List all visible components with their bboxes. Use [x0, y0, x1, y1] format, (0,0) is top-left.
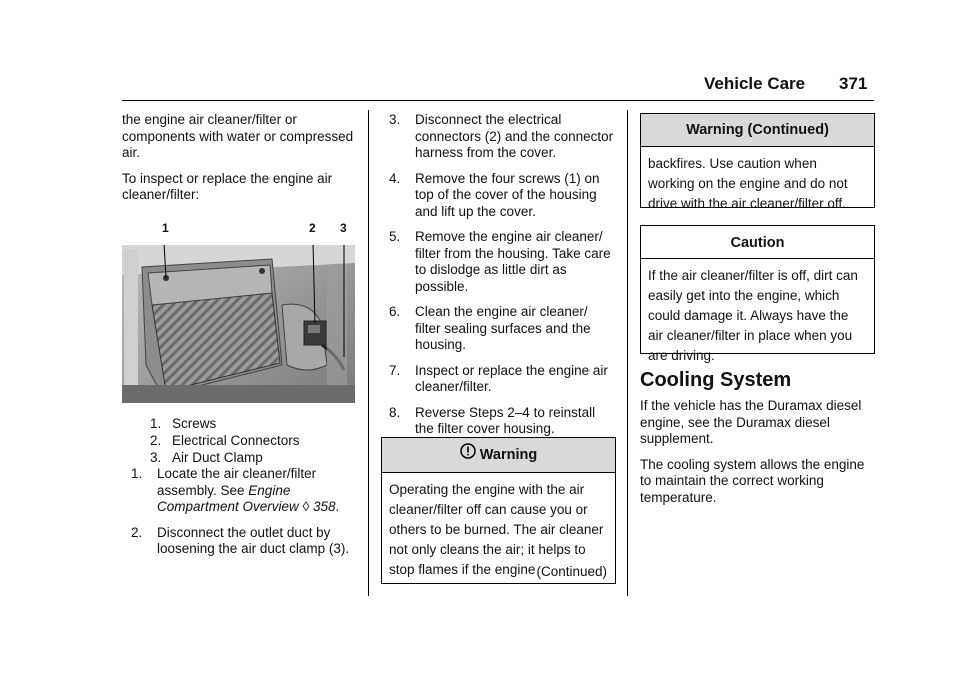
section-title: Vehicle Care	[704, 74, 806, 93]
page-number: 371	[839, 74, 868, 93]
caution-body: If the air cleaner/filter is off, dirt can easily get into the engine, which could damage it. Always have the air cleaner/filter in place when you are driving.	[648, 268, 858, 363]
warning-title: Warning	[479, 447, 538, 463]
caution-header: Caution	[641, 226, 874, 259]
legend-item: 3. Air Duct Clamp	[150, 450, 263, 465]
step-3: 3. Disconnect the electrical connectors (2) and the connector harness from the cover.	[389, 112, 614, 160]
cooling-paragraph: The cooling system allows the engine to maintain the correct working temperature.	[640, 456, 865, 505]
column-2-steps	[389, 112, 615, 447]
step-7: 7. Inspect or replace the engine air cleaner/filter.	[389, 362, 608, 394]
section-heading: Cooling System	[640, 369, 792, 391]
page-ref[interactable]: 358	[313, 499, 336, 514]
warning-header	[382, 438, 615, 473]
header-rule	[122, 100, 874, 101]
legend-item: 1. Screws	[150, 416, 217, 431]
legend-item: 2. Electrical Connectors	[150, 433, 300, 448]
warning-icon	[460, 438, 476, 472]
page-ref-icon: ◊	[302, 499, 310, 514]
step-8: 8. Reverse Steps 2–4 to reinstall the filter cover housing.	[389, 404, 596, 436]
warning-continued-header: Warning (Continued)	[641, 114, 874, 147]
column-1-steps	[131, 466, 355, 567]
figure-legend	[150, 415, 300, 466]
step-1: 1. Locate the air cleaner/filter assembly. See Engine Compartment Overview ◊ 358.	[131, 466, 340, 514]
column-1-intro	[122, 112, 354, 213]
intro-paragraph: the engine air cleaner/filter or components with water or compressed air.	[122, 112, 354, 160]
step-5: 5. Remove the engine air cleaner/ filter from the housing. Take care to dislodge as little dirt as possible.	[389, 229, 611, 294]
air-cleaner-photo	[122, 245, 355, 403]
caution-box	[640, 225, 875, 363]
callout-3: 3	[340, 221, 347, 235]
warning-continued-box	[640, 113, 875, 211]
step-4: 4. Remove the four screws (1) on top of the cover of the housing and lift up the cover.	[389, 170, 600, 219]
column-divider-1	[368, 110, 369, 596]
engine-compartment-link[interactable]: Engine Compartment Overview	[157, 482, 299, 514]
step-6: 6. Clean the engine air cleaner/ filter sealing surfaces and the housing.	[389, 304, 591, 352]
warning-box	[381, 437, 616, 584]
warning-body: Operating the engine with the air cleaner/filter off can cause you or others to be burned. The air cleaner not only cleans the air; it helps to stop flames if the engine	[389, 482, 604, 577]
column-divider-2	[627, 110, 628, 596]
callout-1: 1	[162, 221, 169, 235]
duramax-paragraph: If the vehicle has the Duramax diesel engine, see the Duramax diesel supplement.	[640, 398, 862, 446]
warning-continued-body: backfires. Use caution when working on the engine and do not drive with the air cleaner/filter off.	[648, 156, 848, 211]
callout-2: 2	[309, 221, 316, 235]
column-3-text	[640, 398, 872, 515]
intro-instruction: To inspect or replace the engine air cleaner/filter:	[122, 170, 333, 202]
warning-continued: (Continued)	[536, 564, 607, 579]
step-2: 2. Disconnect the outlet duct by loosening the air duct clamp (3).	[131, 524, 350, 556]
